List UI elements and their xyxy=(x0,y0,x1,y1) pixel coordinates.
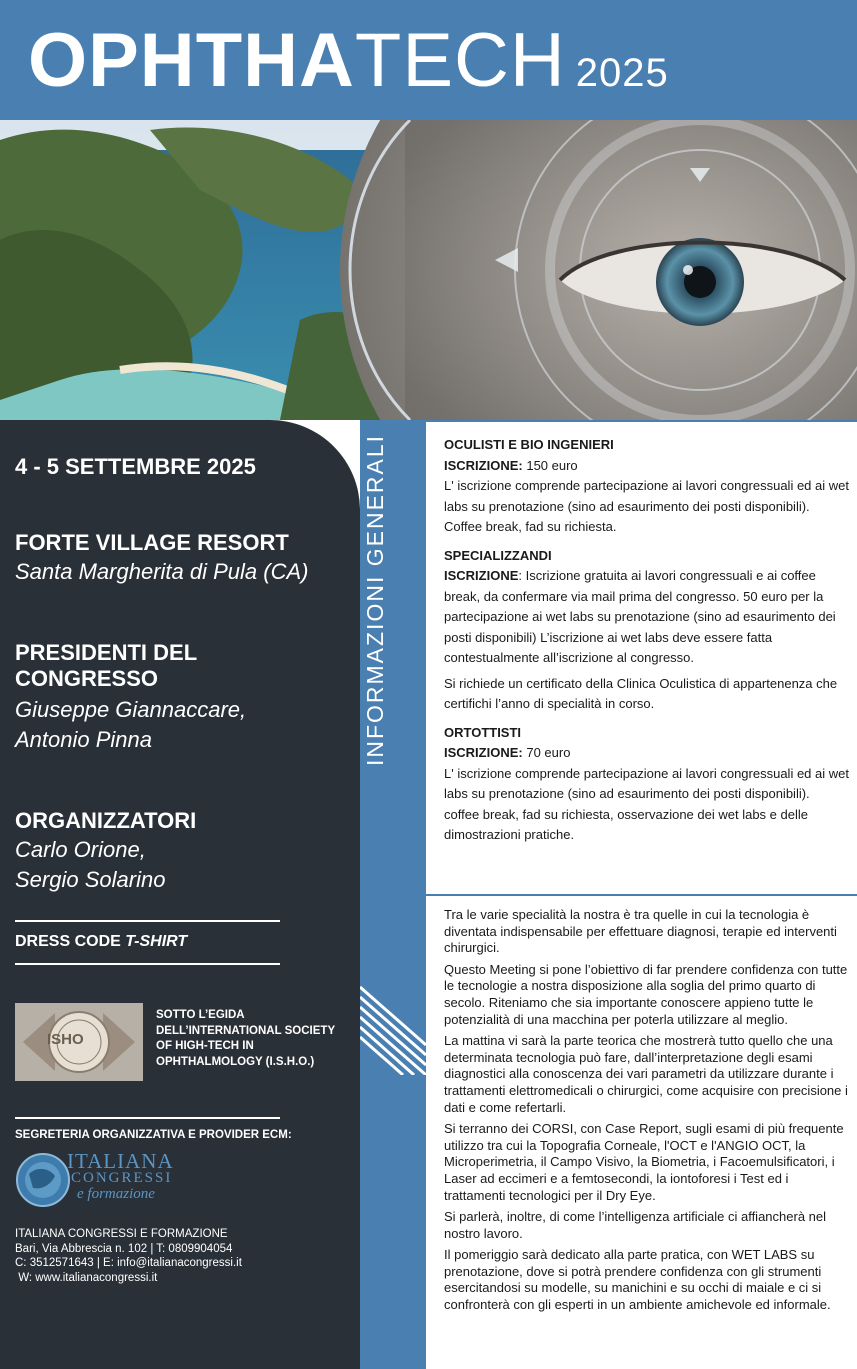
divider xyxy=(15,920,280,922)
logo-name: ITALIANA xyxy=(67,1149,174,1173)
egida-text xyxy=(156,1008,335,1070)
president-1: Giuseppe Giannaccare, xyxy=(15,697,247,722)
section-text: Coffee break, fad su richiesta. xyxy=(444,519,617,534)
title-year: 2025 xyxy=(575,51,669,95)
egida-line: SOTTO L’EGIDA xyxy=(156,1009,245,1021)
registration-fee xyxy=(444,743,850,764)
section-text: L' iscrizione comprende partecipazione ai lavori congressuali ed ai wet labs su prenotazione (sino ad esaurimento dei posti disponibili). xyxy=(444,765,849,801)
contact-company: ITALIANA CONGRESSI E FORMAZIONE xyxy=(15,1228,228,1240)
organizer-2: Sergio Solarino xyxy=(15,867,166,892)
contact-mobile-email: C: 3512571643 | E: info@italianacongressi.it xyxy=(15,1257,242,1269)
organizers-heading: ORGANIZZATORI xyxy=(15,808,197,833)
hero-image xyxy=(0,120,857,420)
dress-code xyxy=(15,932,187,952)
divider xyxy=(15,963,280,965)
left-panel xyxy=(0,420,360,1369)
header-banner xyxy=(0,0,857,120)
organizer-1: Carlo Orione, xyxy=(15,837,146,862)
section-title: ORTOTTISTI xyxy=(444,724,522,740)
fee-value: 70 euro xyxy=(522,745,571,760)
event-dates: 4 - 5 SETTEMBRE 2025 xyxy=(15,454,256,479)
section-title: SPECIALIZZANDI xyxy=(444,547,552,563)
dress-code-label: DRESS CODE xyxy=(15,933,121,950)
registration-info xyxy=(426,420,857,894)
section-text: coffee break, fad su richiesta, osservazione dei wet labs e delle dimostrazioni pratiche. xyxy=(444,806,808,842)
italiana-congressi-logo xyxy=(15,1150,185,1212)
isho-logo xyxy=(15,1003,143,1081)
isho-logo-text: ISHO xyxy=(47,1031,84,1048)
description-paragraph: Si terranno dei CORSI, con Case Report, sugli esami di più frequente utilizzo tra cui la Topografia Corneale, l'OCT e l'ANGIO OCT, la Microperimetria, il Campo Visivo, la Biometria, i Facoemulsificatori, i Laser ad eccimeri e a femtosecondi, la iontoforesi i Test ed i trattamenti tecnologici per il Dry Eye. xyxy=(444,1121,844,1203)
description-paragraph: Tra le varie specialità la nostra è tra quelle in cui la tecnologia è diventata indispensabile per effettuare diagnosi, terapie ed interventi chirurgici. xyxy=(444,907,837,956)
title-bold: OPHTHA xyxy=(28,18,355,103)
registration-fee xyxy=(444,456,850,477)
globe-icon xyxy=(15,1152,71,1208)
fee-value: : Iscrizione gratuita ai lavori congressuali e ai coffee break, da confermare via mail prima del congresso. 50 euro per la partecipazione ai wet labs su prenotazione (sino ad esaurimento dei posti disponibili) L’iscrizione ai wet labs deve essere fatta contestualmente all’iscrizione al congresso. xyxy=(444,568,836,665)
description-paragraph: La mattina vi sarà la parte teorica che mostrerà tutto quello che una determinata tecnologia può fare, dall’interpretazione degli esami diagnostici alla conoscenza dei vari parametri da utilizzare durante i trattamenti elettromedicali o chirurgici, come acquisire con precisione i dati e come refertarli. xyxy=(444,1033,848,1115)
secretariat-heading: SEGRETERIA ORGANIZZATIVA E PROVIDER ECM: xyxy=(15,1129,292,1141)
fee-value: 150 euro xyxy=(522,457,578,473)
description-text xyxy=(444,907,852,1319)
registration-sections xyxy=(444,435,850,846)
egida-line: OPHTHALMOLOGY (I.S.H.O.) xyxy=(156,1055,315,1068)
section-text: Si richiede un certificato della Clinica Oculistica di appartenenza che certifichi l’anno di specialità in corso. xyxy=(444,675,838,711)
fee-label: ISCRIZIONE xyxy=(444,568,519,583)
hero-illustration xyxy=(0,120,857,420)
description-paragraph: Si parlerà, inoltre, di come l’intelligenza artificiale ci affiancherà nel nostro lavoro. xyxy=(444,1209,827,1241)
logo-script: e formazione xyxy=(77,1186,155,1202)
venue-location: Santa Margherita di Pula (CA) xyxy=(15,559,309,584)
venue-name: FORTE VILLAGE RESORT xyxy=(15,530,289,555)
president-2: Antonio Pinna xyxy=(15,727,152,752)
dress-code-value: T-SHIRT xyxy=(125,933,188,950)
logo-sub: CONGRESSI xyxy=(71,1170,173,1186)
egida-line: DELL’INTERNATIONAL SOCIETY xyxy=(156,1024,336,1037)
contact-website[interactable]: W: www.italianacongressi.it xyxy=(15,1271,158,1284)
registration-fee xyxy=(444,566,850,669)
event-title xyxy=(28,18,669,116)
band-label: INFORMAZIONI GENERALI xyxy=(362,433,388,767)
title-light: TECH xyxy=(354,18,566,103)
divider xyxy=(15,1117,280,1119)
fee-label: ISCRIZIONE: xyxy=(444,745,523,760)
description-paragraph: Questo Meeting si pone l’obiettivo di far prendere confidenza con tutte le tecnologie a nostra disposizione alla soglia del primo quarto di secolo. Riteniamo che sia importante conoscere appieno tutte le potenzialità di una macchina per poterla utilizzare al meglio. xyxy=(444,961,848,1027)
contact-info xyxy=(15,1227,242,1285)
event-description xyxy=(426,894,857,1369)
fee-label: ISCRIZIONE: xyxy=(444,457,523,473)
presidents-heading-1: PRESIDENTI DEL xyxy=(15,640,198,665)
section-title: OCULISTI E BIO INGENIERI xyxy=(444,437,614,452)
diagonal-stripes xyxy=(360,985,426,1075)
presidents-heading-2: CONGRESSO xyxy=(15,666,159,691)
description-paragraph: Il pomeriggio sarà dedicato alla parte pratica, con WET LABS su prenotazione, dove si potrà prendere confidenza con gli strumenti esercitandosi su modelle, su manichini e su occhi di maiale e ci si confronterà con gli esperti in un ambiente amichevole ed informale. xyxy=(444,1247,831,1313)
egida-line: OF HIGH-TECH IN xyxy=(156,1040,254,1052)
contact-address: Bari, Via Abbrescia n. 102 | T: 0809904054 xyxy=(15,1242,233,1255)
section-text: L' iscrizione comprende partecipazione ai lavori congressuali ed ai wet labs su prenotazione (sino ad esaurimento dei posti disponibili). xyxy=(444,478,849,514)
